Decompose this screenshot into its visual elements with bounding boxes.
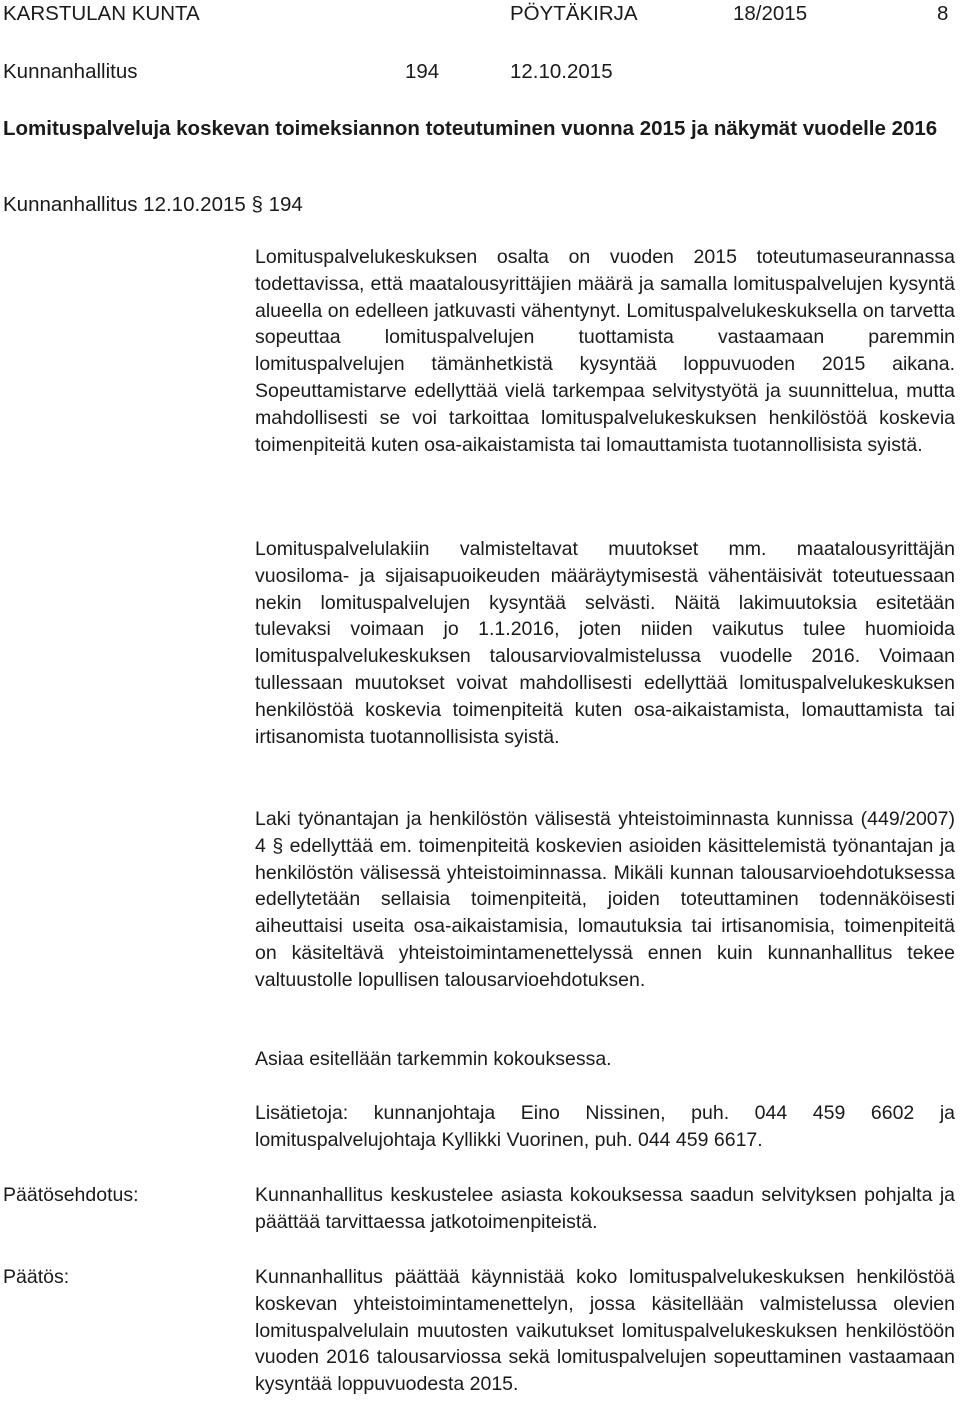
body-paragraph-4-wrap <box>255 1046 955 1073</box>
body-paragraph: Asiaa esitellään tarkemmin kokouksessa. <box>255 1048 612 1070</box>
section-number: 194 <box>405 60 440 83</box>
body-paragraph: Lomituspalvelukeskuksen osalta on vuoden 2015 toteutumaseurannassa todettavissa, että maatalousyrittäjien määrä ja samalla lomituspalvelujen kysyntä alueella on edelleen jatkuvasti vähentynyt. Lomituspalvelukeskuksella on tarvetta sopeuttaa lomituspalvelujen tuottamista vastaamaan paremmin lomituspalvelujen tämänhetkistä kysyntää loppuvuoden 2015 aikana. Sopeuttamistarve edellyttää vielä tarkempaa selvitystyötä ja suunnittelua, mutta mahdollisesti se voi tarkoittaa lomituspalvelukeskuksen henkilöstöä koskevia toimenpiteitä kuten osa-aikaistamista tai lomauttamista tuotannollisista syistä. <box>255 246 955 456</box>
document-title: Lomituspalveluja koskevan toimeksiannon toteutuminen vuonna 2015 ja näkymät vuodelle 2016 <box>3 117 938 140</box>
body-paragraph: Laki työnantajan ja henkilöstön välisestä yhteistoiminnasta kunnissa (449/2007) 4 § edellyttää em. toimenpiteitä koskevien asioiden käsittelemistä työnantajan ja henkilöstön välisessä yhteistoiminnassa. Mikäli kunnan talousarvioehdotuksessa edellytetään sellaisia toimenpiteitä, joiden toteuttaminen todennäköisesti aiheuttaisi useita osa-aikaistamisia, lomautuksia tai irtisanomisia, toimenpiteitä on käsiteltävä yhteistoimintamenettelyssä ennen kuin kunnanhallitus tekee valtuustolle lopullisen talousarvioehdotuksen. <box>255 808 955 991</box>
document-type: PÖYTÄKIRJA <box>510 2 638 25</box>
meeting-reference: Kunnanhallitus 12.10.2015 § 194 <box>3 193 303 216</box>
document-number: 18/2015 <box>733 2 808 25</box>
proposal-label: Päätösehdotus: <box>3 1184 139 1206</box>
body-paragraph-1-wrap <box>255 244 955 458</box>
page-number: 8 <box>937 2 949 25</box>
body-paragraph: Lomituspalvelulakiin valmisteltavat muutokset mm. maatalousyrittäjän vuosiloma- ja sijaisapuoikeuden määräytymisestä vähentäisivät toteutuessaan nekin lomituspalvelujen kysyntää selvästi. Näitä lakimuutoksia esitetään tulevaksi voimaan jo 1.1.2016, joten niiden vaikutus tulee huomioida lomituspalvelukeskuksen talousarviovalmistelussa vuodelle 2016. Voimaan tullessaan muutokset voivat mahdollisesti edellyttää lomituspalvelukeskuksen henkilöstöä koskevia toimenpiteitä kuten osa-aikaistamista, lomauttamista tai irtisanomista tuotannollisista syistä. <box>255 538 955 748</box>
municipality-name: KARSTULAN KUNTA <box>3 2 200 25</box>
body-paragraph-3-wrap <box>255 806 955 994</box>
contact-info: Lisätietoja: kunnanjohtaja Eino Nissinen, puh. 044 459 6602 ja lomituspalvelujohtaja Kyllikki Vuorinen, puh. 044 459 6617. <box>255 1102 955 1151</box>
meeting-date: 12.10.2015 <box>510 60 613 83</box>
proposal-wrap <box>255 1182 955 1236</box>
decision-text: Kunnanhallitus päättää käynnistää koko lomituspalvelukeskuksen henkilöstöä koskevan yhteistoimintamenettelyn, jossa käsitellään valmistelussa olevien lomituspalvelulain muutosten vaikutukset lomituspalvelukeskuksen henkilöstöön vuoden 2016 talousarviossa sekä lomituspalvelujen sopeuttaminen vastaamaan kysyntää loppuvuodesta 2015. <box>255 1266 955 1396</box>
decision-wrap <box>255 1264 955 1398</box>
decision-label: Päätös: <box>3 1266 70 1288</box>
body-paragraph-5-wrap <box>255 1100 955 1154</box>
proposal-text: Kunnanhallitus keskustelee asiasta kokouksessa saadun selvityksen pohjalta ja päättää tarvittaessa jatkotoimenpiteistä. <box>255 1184 955 1233</box>
meeting-body: Kunnanhallitus <box>3 60 138 83</box>
body-paragraph-2-wrap <box>255 536 955 750</box>
